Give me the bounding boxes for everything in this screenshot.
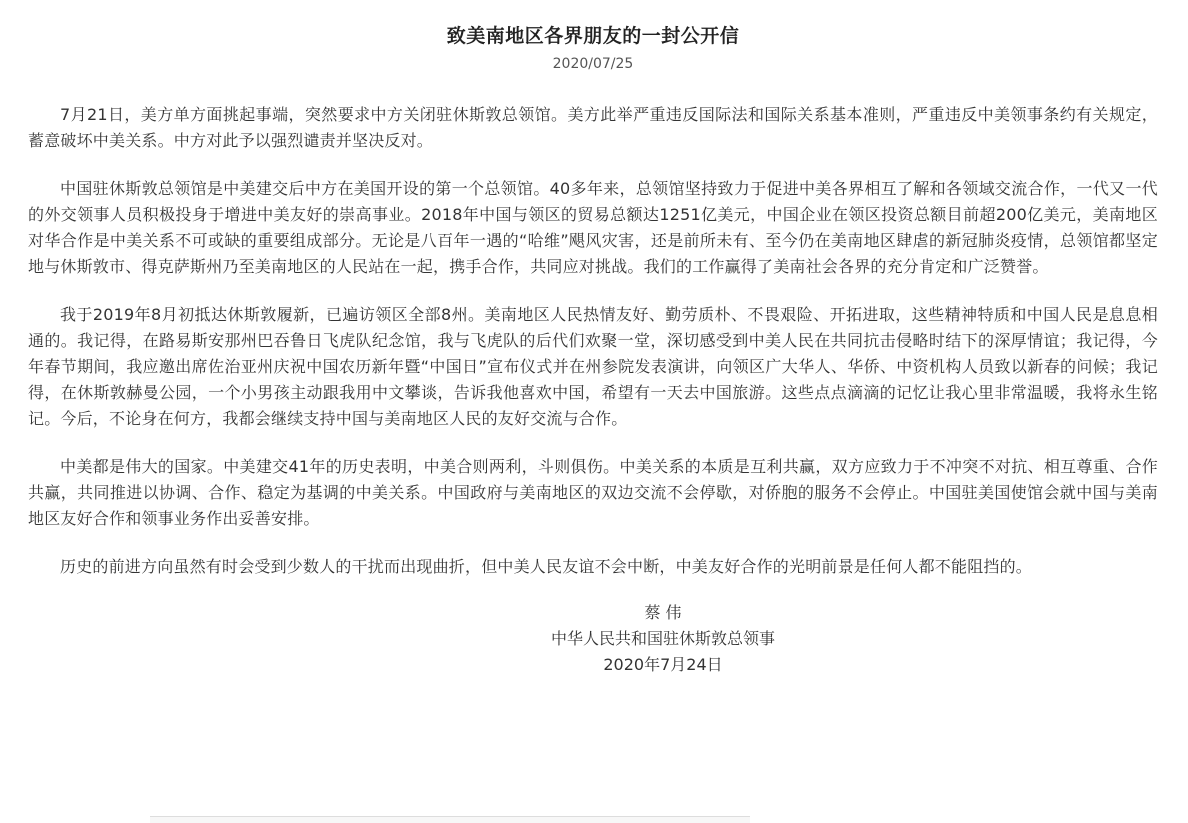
signature-name: 蔡 伟 (644, 603, 682, 622)
paragraph-1: 7月21日，美方单方面挑起事端，突然要求中方关闭驻休斯敦总领馆。美方此举严重违反国际法和国际关系基本准则，严重违反中美领事条约有关规定，蓄意破坏中美关系。中方对此予以强烈谴责并坚决反对。 (28, 105, 1158, 150)
article (28, 0, 1158, 678)
paragraph-4: 中美都是伟大的国家。中美建交41年的历史表明，中美合则两利，斗则俱伤。中美关系的本质是互利共赢，双方应致力于不冲突不对抗、相互尊重、合作共赢，共同推进以协调、合作、稳定为基调的中美关系。中国政府与美南地区的双边交流不会停歇，对侨胞的服务不会停止。中国驻美国使馆会就中国与美南地区友好合作和领事业务作出妥善安排。 (28, 457, 1158, 528)
article-title: 致美南地区各界朋友的一封公开信 (446, 25, 740, 47)
publish-date: 2020/07/25 (552, 56, 634, 72)
article-body (28, 102, 1158, 580)
paragraph-2: 中国驻休斯敦总领馆是中美建交后中方在美国开设的第一个总领馆。40多年来，总领馆坚持致力于促进中美各界相互了解和各领域交流合作，一代又一代的外交领事人员积极投身于增进中美友好的崇高事业。2018年中国与领区的贸易总额达1251亿美元，中国企业在领区投资总额目前超200亿美元，美南地区对华合作是中美关系不可或缺的重要组成部分。无论是八百年一遇的“哈维”飓风灾害，还是前所未有、至今仍在美南地区肆虐的新冠肺炎疫情，总领馆都坚定地与休斯敦市、得克萨斯州乃至美南地区的人民站在一起，携手合作，共同应对挑战。我们的工作赢得了美南社会各界的充分肯定和广泛赞誉。 (28, 179, 1158, 276)
signature-org: 中华人民共和国驻休斯敦总领事 (550, 629, 775, 648)
paragraph-5: 历史的前进方向虽然有时会受到少数人的干扰而出现曲折，但中美人民友谊不会中断，中美友好合作的光明前景是任何人都不能阻挡的。 (60, 557, 1033, 576)
signature-block (168, 600, 1158, 678)
signature-date: 2020年7月24日 (603, 655, 723, 674)
paragraph-3: 我于2019年8月初抵达休斯敦履新，已遍访领区全部8州。美南地区人民热情友好、勤劳质朴、不畏艰险、开拓进取，这些精神特质和中国人民是息息相通的。我记得，在路易斯安那州巴吞鲁日飞虎队纪念馆，我与飞虎队的后代们欢聚一堂，深切感受到中美人民在共同抗击侵略时结下的深厚情谊；我记得，今年春节期间，我应邀出席佐治亚州庆祝中国农历新年暨“中国日”宣布仪式并在州参院发表演讲，向领区广大华人、华侨、中资机构人员致以新春的问候；我记得，在休斯敦赫曼公园，一个小男孩主动跟我用中文攀谈，告诉我他喜欢中国，希望有一天去中国旅游。这些点点滴滴的记忆让我心里非常温暖，我将永生铭记。今后，不论身在何方，我都会继续支持中国与美南地区人民的友好交流与合作。 (28, 305, 1158, 428)
